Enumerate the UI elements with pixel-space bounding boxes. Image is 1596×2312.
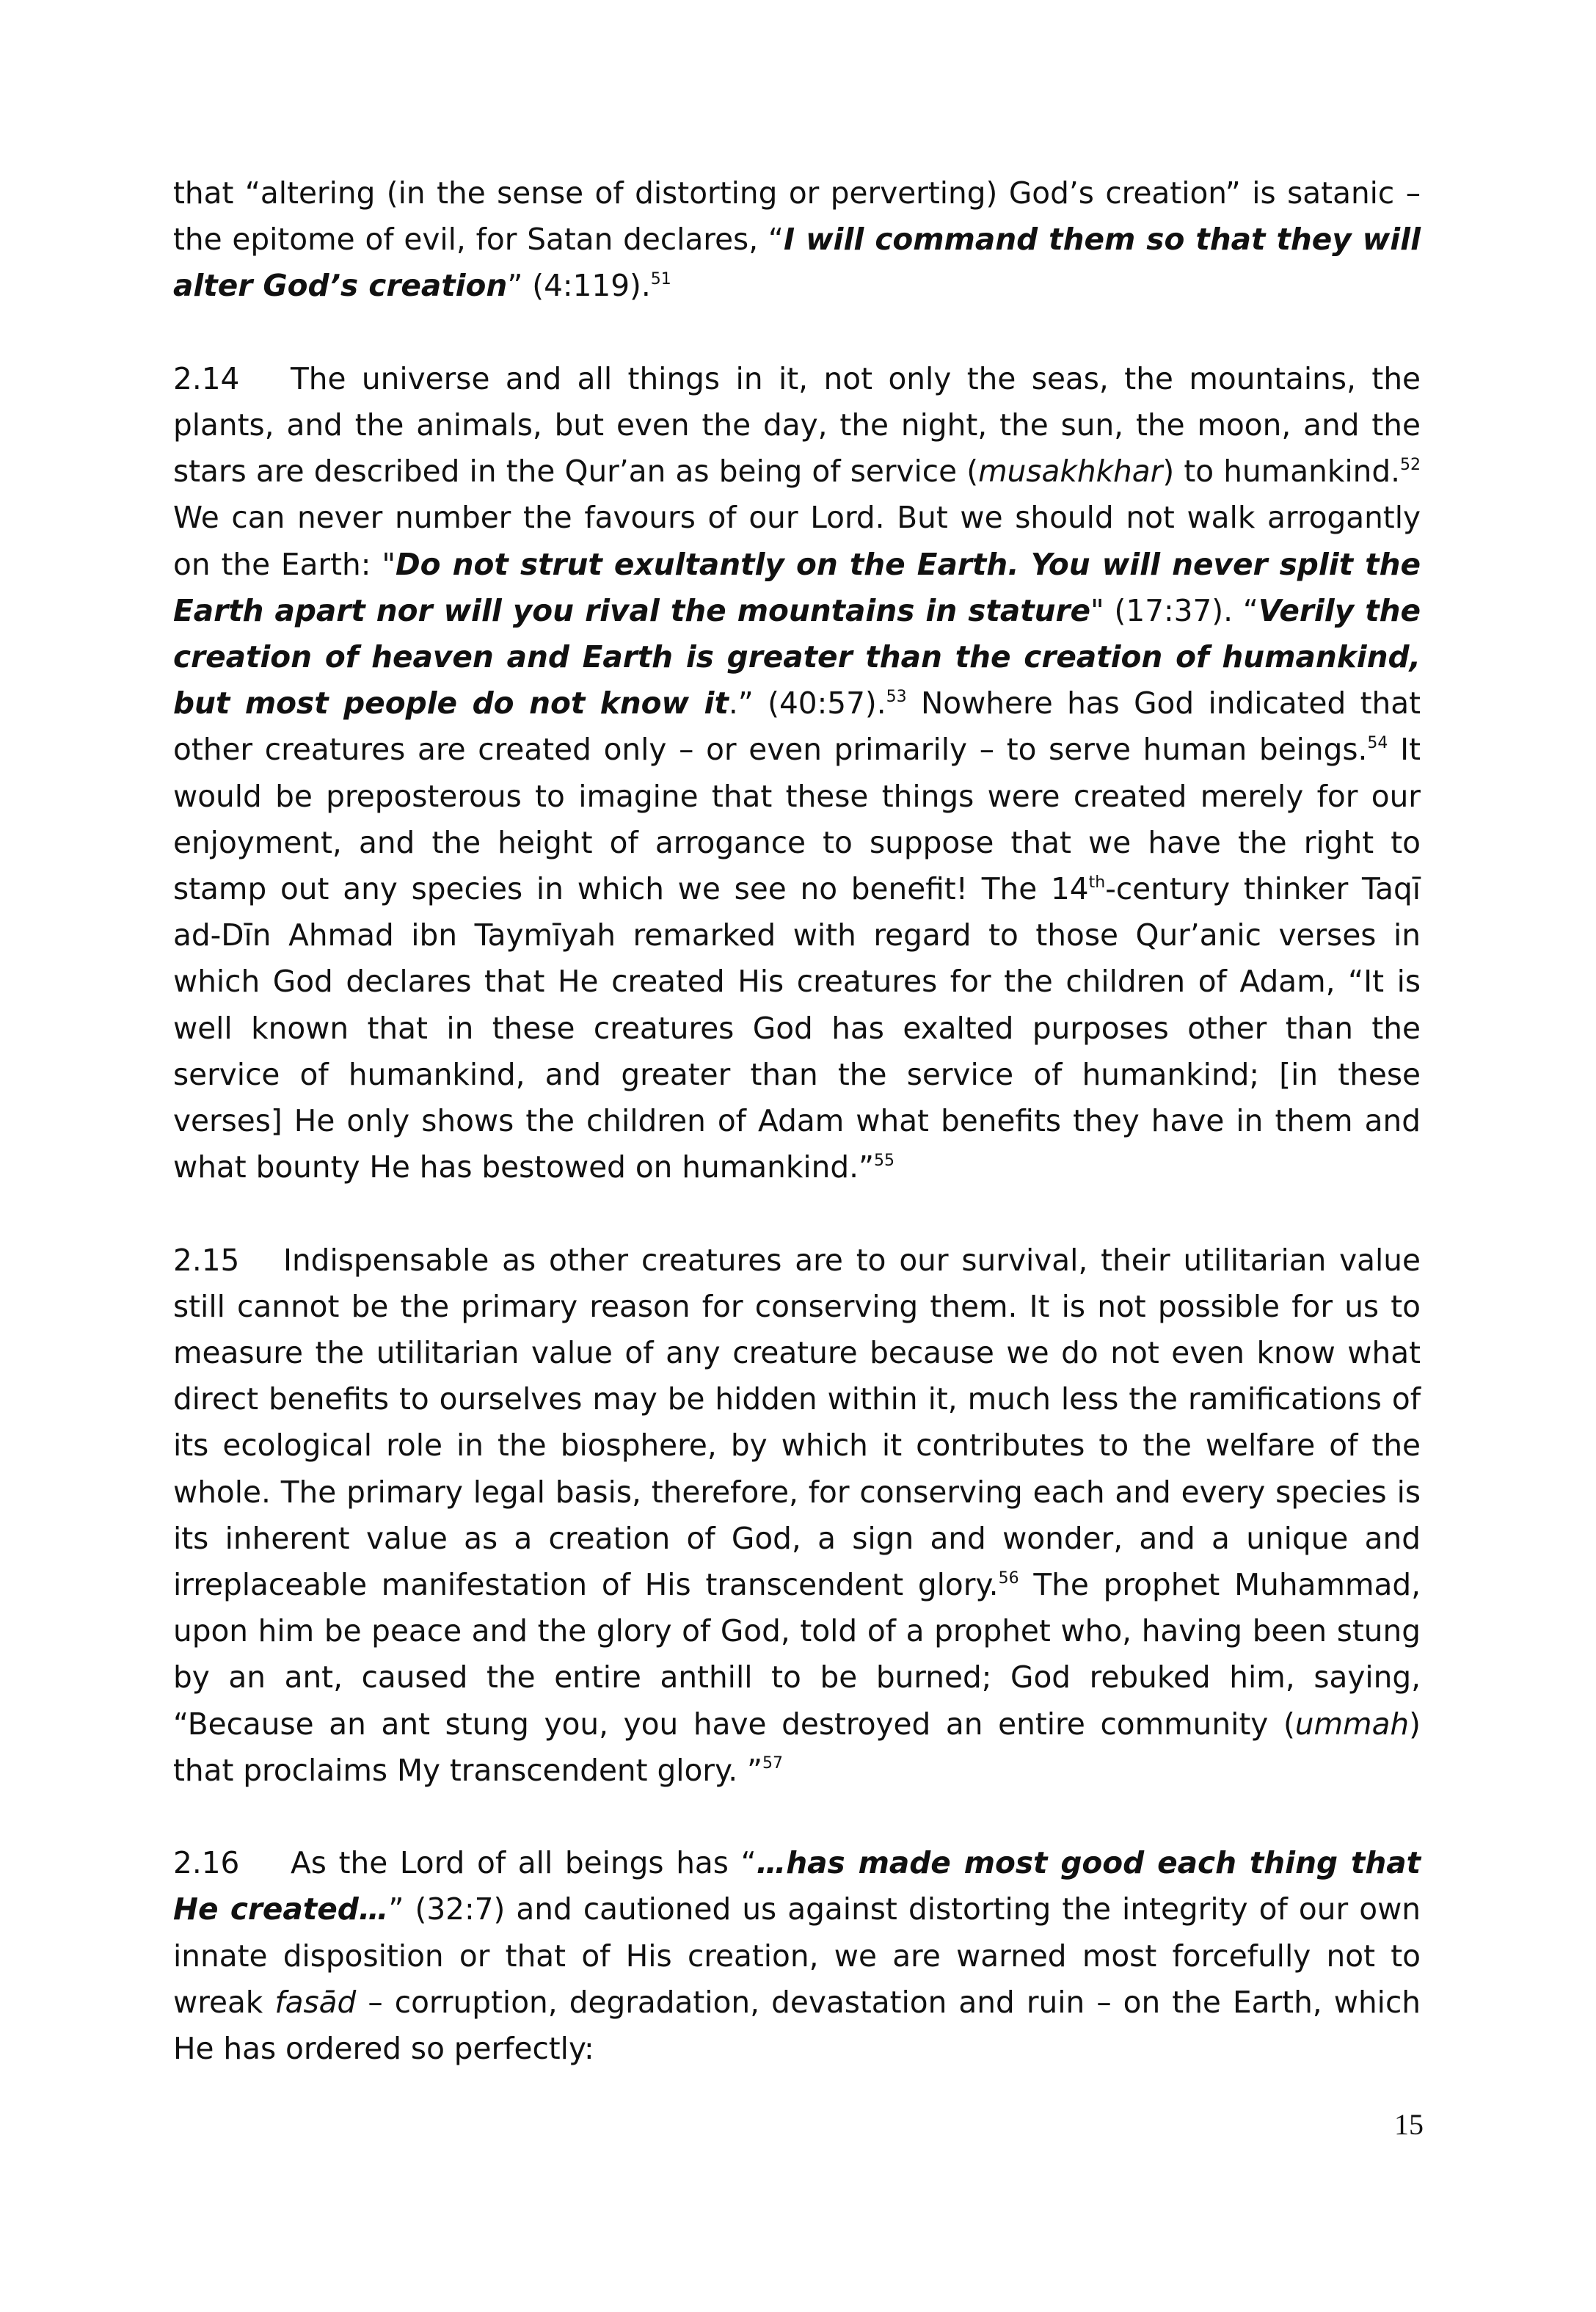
quran-quote: I will command them so that they will alter God’s creation [173, 222, 1421, 304]
paragraph-2-15 [173, 1237, 1421, 1794]
text-run: that “altering (in the sense of distorting or perverting) God’s creation” is satanic – the epitome of evil, for Satan declares, “ [173, 175, 1421, 258]
footnote-ref[interactable]: 57 [762, 1754, 784, 1773]
text-run: -century thinker Taqī ad-Dīn Ahmad ibn Taymīyah remarked with regard to those Qur’anic verses in which God declares that He created His creatures for the children of Adam, “It is well known that in these creatures God has exalted purposes other than the service of humankind, and greater than the service of humankind; [in these verses] He only shows the children of Adam what benefits they have in them and what bounty He has bestowed on humankind.” [173, 871, 1421, 1185]
italic-term: fasād [274, 1984, 357, 2020]
footnote-ref[interactable]: 55 [874, 1151, 894, 1170]
text-run: The universe and all things in it, not only the seas, the mountains, the plants, and the animals, but even the day, the night, the sun, the moon, and the stars are described in the Qur’an as being of service ( [173, 360, 1421, 490]
page-body [173, 170, 1421, 2072]
paragraph-number: 2.15 [173, 1242, 240, 1278]
text-run: Indispensable as other creatures are to our survival, their utilitarian value still cannot be the primary reason for conserving them. It is not possible for us to measure the utilitarian value of any creature because we do not even know what direct benefits to ourselves may be hidden within it, much less the ramifications of its ecological role in the biosphere, by which it contributes to the welfare of the whole. The primary legal basis, therefore, for conserving each and every species is its inherent value as a creation of God, a sign and wonder, and a unique and irreplaceable manifestation of His transcendent glory. [173, 1242, 1421, 1603]
text-run: It would be preposterous to imagine that these things were created merely for our enjoyment, and the height of arrogance to suppose that we have the right to stamp out any species in which we see no benefit! The 14 [173, 732, 1421, 907]
footnote-ref[interactable]: 52 [1400, 455, 1421, 474]
text-run: ) to humankind. [1162, 454, 1400, 490]
text-run: The prophet Muhammad, upon him be peace and the glory of God, told of a prophet who, having been stung by an ant, caused the entire anthill to be burned; God rebuked him, saying, “Because an ant stung you, you have destroyed an entire community ( [173, 1567, 1421, 1742]
text-run: " (17:37). “ [1090, 592, 1258, 628]
page-number: 15 [1394, 2108, 1424, 2141]
paragraph-2-14 [173, 356, 1421, 1191]
text-run: ” (4:119). [507, 268, 651, 304]
text-run: ) that proclaims My transcendent glory. ” [173, 1706, 1421, 1788]
paragraph-continuation [173, 170, 1421, 310]
paragraph-number: 2.14 [173, 360, 240, 396]
quran-quote: …has made most good each thing that He created… [173, 1845, 1421, 1927]
quran-quote: Do not strut exultantly on the Earth. You will never split the Earth apart nor will you rival the mountains in stature [173, 546, 1421, 628]
text-run: – corruption, degradation, devastation and ruin – on the Earth, which He has ordered so perfectly: [173, 1984, 1421, 2067]
text-run: We can never number the favours of our Lord. But we should not walk arrogantly on the Earth: " [173, 500, 1421, 582]
text-run: As the Lord of all beings has “ [291, 1845, 757, 1881]
footnote-ref[interactable]: 53 [886, 687, 907, 706]
quran-quote: Verily the creation of heaven and Earth is greater than the creation of humankind, but most people do not know it [173, 592, 1421, 721]
footnote-ref[interactable]: 51 [650, 269, 671, 288]
text-run: Nowhere has God indicated that other creatures are created only – or even primarily – to serve human beings. [173, 686, 1421, 768]
paragraph-2-16 [173, 1840, 1421, 2072]
footnote-ref[interactable]: 56 [998, 1568, 1019, 1588]
ordinal-suffix: th [1088, 873, 1106, 892]
paragraph-number: 2.16 [173, 1845, 240, 1881]
italic-term: musakhkhar [978, 454, 1163, 490]
italic-term: ummah [1294, 1706, 1410, 1742]
footnote-ref[interactable]: 54 [1367, 733, 1388, 752]
text-run: .” (40:57). [728, 686, 886, 721]
text-run: ” (32:7) and cautioned us against distorting the integrity of our own innate disposition or that of His creation, we are warned most forcefully not to wreak [173, 1891, 1421, 2020]
